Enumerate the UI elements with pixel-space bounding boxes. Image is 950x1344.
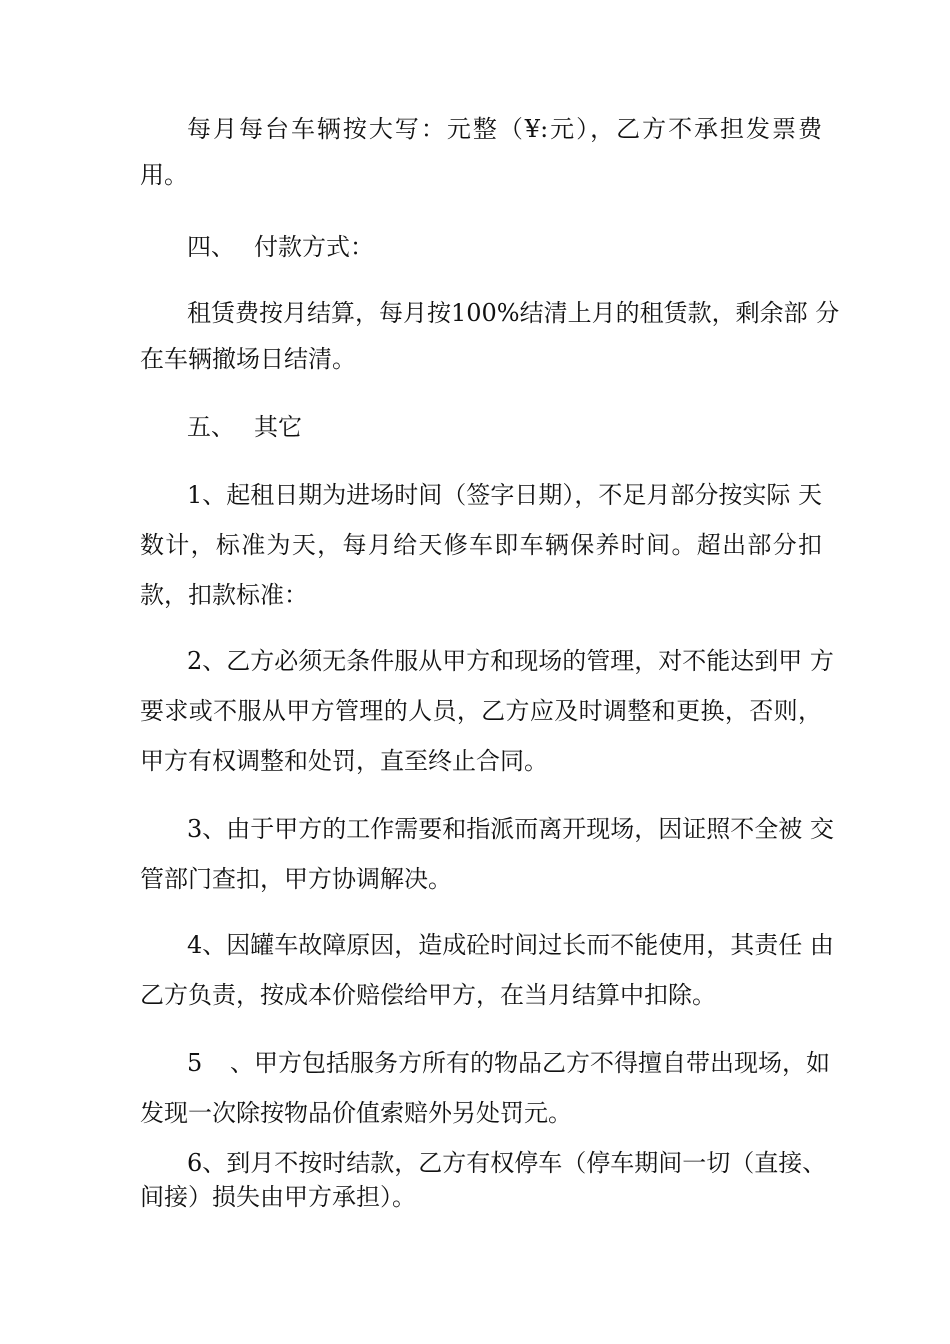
section-number: 四、	[187, 233, 235, 261]
paragraph-line: 发现一次除按物品价值索赔外另处罚元。	[140, 1099, 572, 1127]
item-text: 甲方包括服务方所有的物品乙方不得擅自带出现场，如	[254, 1049, 830, 1077]
paragraph-line: 甲方有权调整和处罚，直至终止合同。	[140, 747, 548, 775]
paragraph-line: 管部门查扣，甲方协调解决。	[140, 865, 452, 893]
section-heading-4	[187, 230, 374, 264]
paragraph-line: 乙方负责，按成本价赔偿给甲方，在当月结算中扣除。	[140, 981, 716, 1009]
section-title: 其它	[254, 413, 302, 441]
paragraph-line: 租赁费按月结算，每月按100%结清上月的租赁款，剩余部 分	[187, 299, 840, 327]
paragraph-line: 款，扣款标准：	[140, 581, 308, 609]
paragraph-line: 3、由于甲方的工作需要和指派而离开现场，因证照不全被 交	[187, 815, 834, 843]
paragraph-line: 数计，标准为天，每月给天修车即车辆保养时间。超出部分扣	[140, 531, 822, 559]
paragraph-line: 4、因罐车故障原因，造成砼时间过长而不能使用，其责任 由	[187, 931, 834, 959]
section-title: 付款方式：	[254, 233, 374, 261]
section-number: 五、	[187, 413, 235, 441]
item-number: 5、	[187, 1049, 254, 1077]
paragraph-line: 要求或不服从甲方管理的人员，乙方应及时调整和更换，否则，	[140, 697, 822, 725]
item-5-first-line	[187, 1046, 830, 1080]
paragraph-line: 6、到月不按时结款，乙方有权停车（停车期间一切（直接、	[187, 1149, 827, 1177]
paragraph-line: 2、乙方必须无条件服从甲方和现场的管理，对不能达到甲 方	[187, 647, 834, 675]
paragraph-line: 在车辆撤场日结清。	[140, 345, 356, 373]
paragraph-line: 1、起租日期为进场时间（签字日期），不足月部分按实际 天	[187, 481, 822, 509]
paragraph-line: 间接）损失由甲方承担）。	[140, 1183, 416, 1211]
paragraph-line: 每月每台车辆按大写：元整（¥:元），乙方不承担发票费	[187, 115, 822, 143]
paragraph-line: 用。	[140, 161, 188, 189]
section-heading-5	[187, 410, 302, 444]
